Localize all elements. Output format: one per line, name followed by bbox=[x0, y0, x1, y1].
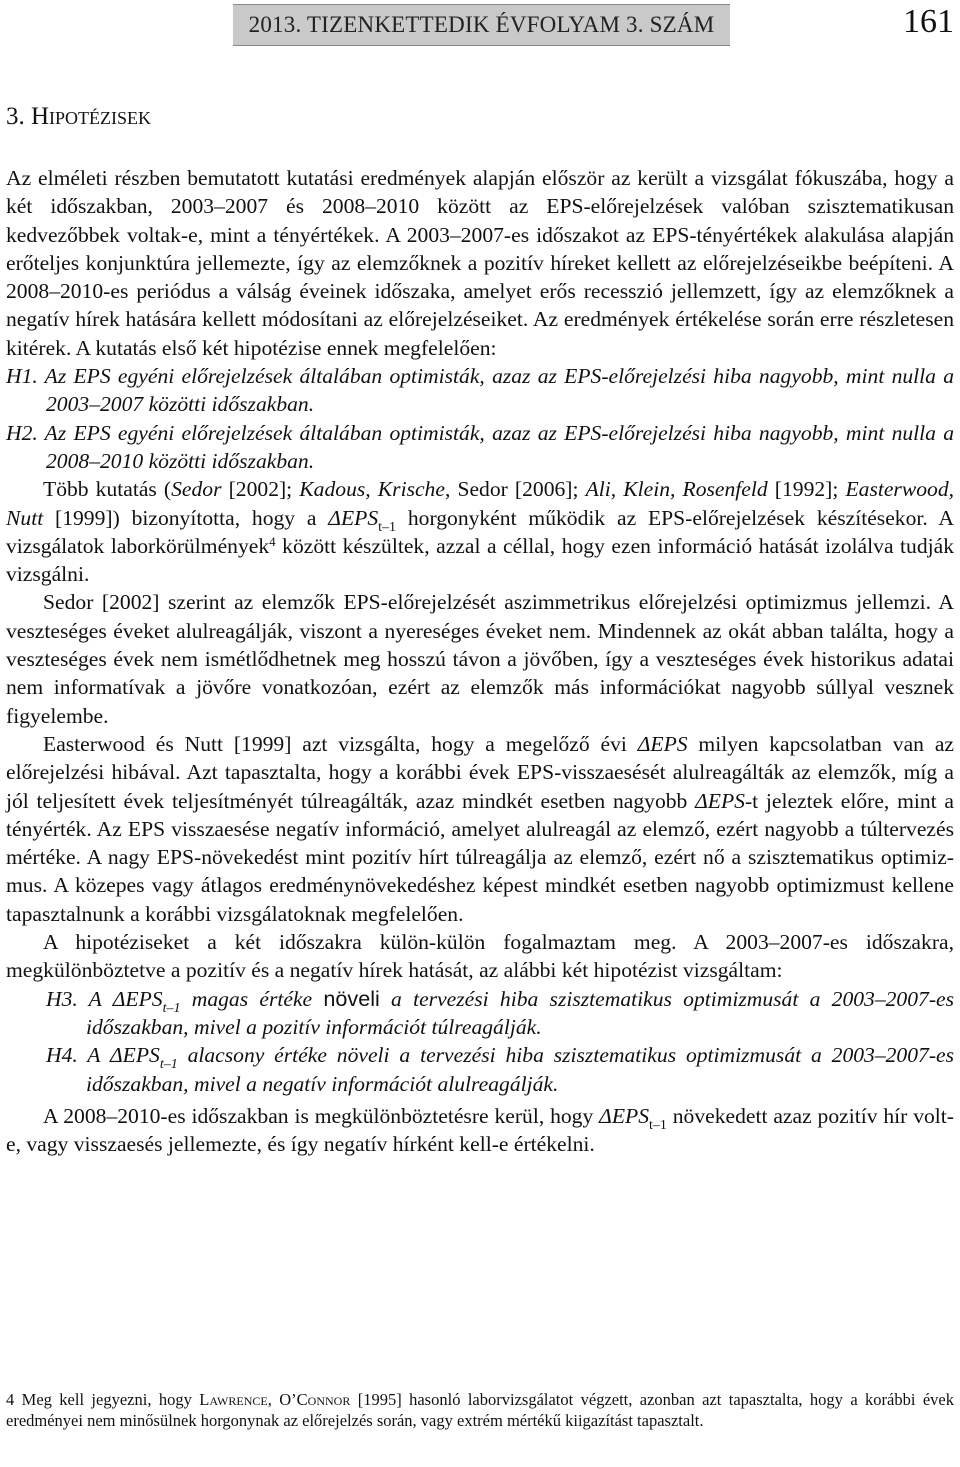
h1-text: Az EPS egyéni előrejelzések általában optimisták, azaz az EPS-előrejelzési hiba nagyobb, mint nulla a 2003–2007 közötti időszakban. bbox=[44, 364, 954, 417]
footnote-ref[interactable]: 4 bbox=[269, 533, 276, 549]
citation-easterwood-nutt: Easterwood, Nutt bbox=[6, 477, 955, 530]
citation-kadous-krische: Kadous, Krische bbox=[299, 477, 445, 502]
citation-sedor: Sedor bbox=[171, 477, 222, 502]
symbol-delta-eps: ΔEPS bbox=[112, 986, 163, 1011]
subscript-t-1: t–1 bbox=[378, 519, 397, 535]
section-heading bbox=[6, 102, 151, 132]
symbol-delta-eps: ΔEPS bbox=[599, 1103, 649, 1128]
paragraph-easterwood bbox=[6, 730, 954, 928]
h1-label: H1. bbox=[6, 364, 38, 389]
footnote-number: 4 bbox=[6, 1390, 15, 1409]
hypothesis-h4 bbox=[6, 1041, 954, 1098]
paragraph-intro: Az elméleti részben bemutatott kutatási eredmények alapján először az került a vizsgálat fókuszába, hogy a két időszakban, 2003–2007 és 2008–2010 között az EPS-előrejelzések valóban szisztematikusan kedvezőbbek voltak-e, mint a tényértékek. A 2003–2007-es időszakot az EPS-tényértékek alakulása alapján erőteljes konjunktúra jellemezte, így az elemzőknek a pozitív híreket kellett az előrejelzéseikbe beépíteni. A 2008–2010-es periódus a válság éveinek időszaka, amelyet erős recesszió jellemzett, így az elemzőknek a negatív hírek hatására kellett módosítani az előrejelzéseiket. Az eredmények értékelése során erre részletesen kitérek. A kutatás első két hipotézise ennek megfelelően: bbox=[6, 166, 954, 360]
hypothesis-h1 bbox=[6, 362, 954, 419]
symbol-delta-eps: ΔEPS bbox=[637, 731, 688, 756]
paragraph-sedor: Sedor [2002] szerint az elemzők EPS-előrejelzését aszimmetrikus előrejelzési optimizmus jellemzi. A veszteséges éveket alulreagálják, viszont a nyereséges éveket nem. Mindennek az okát abban találta, hogy a veszteséges évek nem ismétlődhetnek meg hosszú távon a jövőben, így a veszteséges évek historikus adatai nem informatívak a jövőre vonatkozóan, ezért az elemzők más információkat nagyobb súllyal vesznek figyelembe. bbox=[6, 590, 954, 728]
text-run: milyen kapcsolatban van az előrejelzési hibával. Azt tapasztalta, hogy a korábbi évek EPS-visszaesését alulreagálták az elemzők, míg a jól teljesített évek teljesítményét túlreagálták, azaz mindkét esetben nagyobb bbox=[6, 731, 954, 813]
h2-text: Az EPS egyéni előrejelzések általában optimisták, azaz az EPS-előrejelzési hiba nagyobb, mint nulla a 2008–2010 közötti időszakban. bbox=[44, 420, 954, 473]
text-run: Több kutatás ( bbox=[43, 477, 172, 502]
text-run: A bbox=[87, 1043, 110, 1068]
h4-label: H4. bbox=[46, 1043, 78, 1068]
footnote-4 bbox=[6, 1390, 954, 1431]
author-lawrence: Lawrence bbox=[199, 1390, 268, 1409]
text-run: , bbox=[267, 1390, 280, 1409]
text-run: alacsony értéke növeli a tervezési hiba szisztematikus optimizmusát a 2003–2007-es időszakban, mivel a negatív információt alulreagálják. bbox=[86, 1043, 955, 1096]
text-run: növekedett azaz pozitív hír volt-e, vagy visszaesés jellemezte, és így negatív hírként kell-e értékelni. bbox=[6, 1103, 954, 1157]
text-run: horgonyként működik az EPS-előrejelzések készítésekor. A vizsgálatok laborkörülmények bbox=[6, 505, 954, 558]
section-title: Hipotézisek bbox=[31, 103, 152, 130]
paragraph-2008-2010 bbox=[6, 1102, 954, 1159]
running-header bbox=[233, 4, 730, 46]
text-run: [1999]) bizonyította, hogy a bbox=[43, 505, 329, 530]
text-run: [1992]; bbox=[767, 477, 846, 502]
symbol-delta-eps: ΔEPS bbox=[109, 1043, 160, 1068]
section-number: 3. bbox=[6, 103, 25, 130]
text-run: Easterwood és Nutt [1999] azt vizsgálta, hogy a megelőző évi bbox=[43, 731, 638, 756]
subscript-t-1: t–1 bbox=[162, 1000, 181, 1016]
hypothesis-h3 bbox=[6, 985, 954, 1042]
body-text bbox=[6, 164, 954, 1158]
symbol-delta-eps: ΔEPS bbox=[328, 505, 379, 530]
text-run: A bbox=[88, 986, 113, 1011]
text-run: [2002]; bbox=[221, 477, 300, 502]
text-run: Meg kell jegyezni, hogy bbox=[14, 1390, 200, 1409]
subscript-t-1: t–1 bbox=[649, 1117, 667, 1133]
h2-label: H2. bbox=[6, 420, 38, 445]
text-run: között készültek, azzal a céllal, hogy ezen információ hatását izolálva tudják vizsgálni. bbox=[6, 533, 955, 587]
text-run: [1995] hasonló laborvizsgálatot végzett, azonban azt tapasztalta, hogy a korábbi évek eredményei nem minősülnek horgonynak az előrejelzés során, vagy extrém mértékű kiigazítást tapasztalt. bbox=[6, 1390, 954, 1430]
text-run: -t jeleztek előre, mint a tényérték. Az EPS visszaesése negatív információ, amelyet alulreagál az elemző, ezért nagyobb a túltervezés mértéke. A nagy EPS-növekedést mint pozitív hírt túlreagálja az elemző, ezért nő a szisztematikus optimizmus. A közepes vagy átlagos eredménynövekedéshez képest mindkét esetben nagyobb optimizmust kellene tapasztalnunk a korábbi vizsgálatoknak megfelelően. bbox=[6, 788, 954, 926]
subscript-t-1: t–1 bbox=[159, 1057, 178, 1073]
text-run: A 2008–2010-es időszakban is megkülönböztetésre kerül, hogy bbox=[43, 1103, 600, 1128]
symbol-delta-eps: ΔEPS bbox=[695, 788, 745, 813]
page-number: 161 bbox=[903, 3, 954, 40]
text-run: , Sedor [2006]; bbox=[444, 477, 586, 502]
text-run: magas értéke bbox=[180, 986, 324, 1011]
text-run: a tervezési hiba szisztematikus optimizmusát a 2003–2007-es időszakban, mivel a pozitív információt túlreagálják. bbox=[86, 986, 954, 1039]
paragraph-anchoring bbox=[6, 475, 954, 588]
text-run-emphasis: növeli bbox=[323, 985, 380, 1011]
author-oconnor: O’Connor bbox=[279, 1390, 351, 1409]
paragraph-hypotheses-intro: A hipotéziseket a két időszakra külön-külön fogalmaztam meg. A 2003–2007-es időszakra, megkülönböztetve a pozitív és a negatív hírek hatását, az alábbi két hipotézist vizsgáltam: bbox=[6, 930, 954, 983]
running-title: 2013. TIZENKETTEDIK ÉVFOLYAM 3. SZÁM bbox=[248, 12, 715, 37]
h3-label: H3. bbox=[46, 986, 78, 1011]
citation-ali-klein-rosenfeld: Ali, Klein, Rosenfeld bbox=[585, 477, 768, 502]
hypothesis-h2 bbox=[6, 419, 954, 476]
